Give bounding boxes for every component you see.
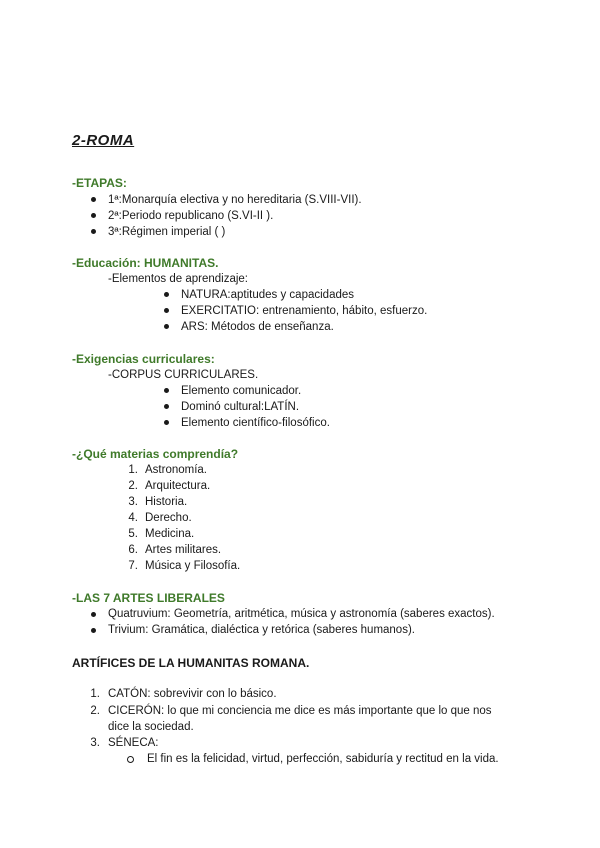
bullet-icon (164, 404, 169, 409)
page-title: 2-ROMA (72, 132, 135, 149)
list-number: 3. (90, 737, 100, 749)
artifices-item: CICERÓN: lo que mi conciencia me dice es más importante que lo que nos (108, 705, 492, 717)
materias-item: Artes militares. (145, 544, 222, 556)
list-number: 5. (128, 528, 138, 540)
educacion-item: ARS: Métodos de enseñanza. (181, 321, 334, 333)
materias-item: Medicina. (145, 528, 195, 540)
materias-item: Derecho. (145, 512, 192, 524)
educacion-item: NATURA:aptitudes y capacidades (181, 289, 355, 301)
etapas-item: 2ª:Periodo republicano (S.VI-II ). (108, 210, 274, 222)
educacion-heading: -Educación: HUMANITAS. (72, 256, 219, 270)
materias-item: Arquitectura. (145, 480, 211, 492)
exigencias-item: Elemento comunicador. (181, 385, 302, 397)
materias-item: Música y Filosofía. (145, 560, 241, 572)
artifices-item: CATÓN: sobrevivir con lo básico. (108, 688, 277, 700)
list-number: 2. (90, 705, 100, 717)
artifices-sub-item: El fin es la felicidad, virtud, perfección, sabiduría y rectitud en la vida. (147, 753, 499, 765)
list-number: 4. (128, 512, 138, 524)
artes-item: Quatruvium: Geometría, aritmética, música y astronomía (saberes exactos). (108, 608, 495, 620)
list-number: 3. (128, 496, 138, 508)
bullet-icon (164, 292, 169, 297)
bullet-icon (164, 388, 169, 393)
materias-item: Historia. (145, 496, 188, 508)
list-number: 1. (128, 464, 138, 476)
educacion-subheading: -Elementos de aprendizaje: (108, 273, 248, 285)
artifices-item-continuation: dice la sociedad. (108, 721, 194, 733)
bullet-icon (91, 213, 96, 218)
list-number: 7. (128, 560, 138, 572)
bullet-icon (164, 308, 169, 313)
bullet-icon (164, 324, 169, 329)
exigencias-subheading: -CORPUS CURRICULARES. (108, 369, 259, 381)
etapas-item: 3ª:Régimen imperial ( ) (108, 226, 226, 238)
list-number: 2. (128, 480, 138, 492)
artifices-heading: ARTÍFICES DE LA HUMANITAS ROMANA. (72, 656, 310, 670)
bullet-icon (91, 612, 96, 617)
educacion-item: EXERCITATIO: entrenamiento, hábito, esfuerzo. (181, 305, 428, 317)
etapas-heading: -ETAPAS: (72, 176, 127, 190)
bullet-icon (91, 229, 96, 234)
materias-item: Astronomía. (145, 464, 207, 476)
hollow-bullet-icon (127, 756, 134, 763)
artes-heading: -LAS 7 ARTES LIBERALES (72, 591, 225, 605)
artifices-item: SÉNECA: (108, 737, 159, 749)
exigencias-item: Elemento científico-filosófico. (181, 417, 330, 429)
bullet-icon (91, 628, 96, 633)
etapas-item: 1ª:Monarquía electiva y no hereditaria (S.VIII-VII). (108, 194, 362, 206)
materias-heading: -¿Qué materias comprendía? (72, 447, 239, 461)
artes-item: Trivium: Gramática, dialéctica y retórica (saberes humanos). (108, 624, 415, 636)
bullet-icon (91, 197, 96, 202)
exigencias-item: Dominó cultural:LATÍN. (181, 401, 300, 413)
exigencias-heading: -Exigencias curriculares: (72, 352, 215, 366)
bullet-icon (164, 420, 169, 425)
list-number: 1. (90, 688, 100, 700)
list-number: 6. (128, 544, 138, 556)
